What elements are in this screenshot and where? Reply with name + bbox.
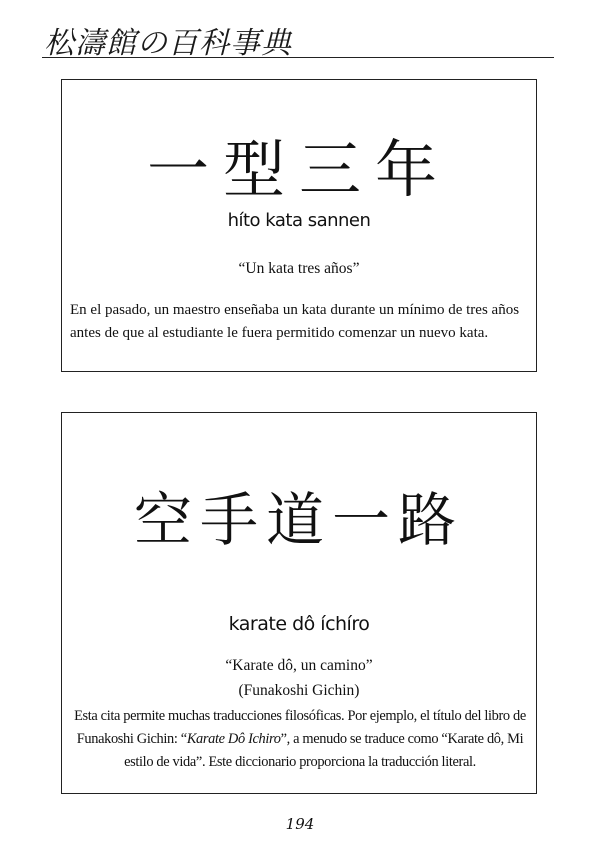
entry-romaji: karate dô íchíro xyxy=(228,613,370,635)
entry-kanji: 空手道一路 xyxy=(133,486,464,554)
entry-kanji: 一型三年 xyxy=(146,133,451,206)
entry-romaji: híto kata sannen xyxy=(227,210,371,231)
header-title: 松濤館の百科事典 xyxy=(44,26,292,61)
page-number: 194 xyxy=(285,815,315,833)
entry-translation: “Karate dô, un camino” xyxy=(225,657,373,674)
book-title: Karate Dô Ichiro xyxy=(186,731,281,747)
entry-author: (Funakoshi Gichin) xyxy=(238,682,360,699)
entry-description xyxy=(65,705,535,774)
entry-translation: “Un kata tres años” xyxy=(238,260,360,277)
description-text: Esta cita permite muchas traducciones filosóficas. Por ejemplo, el título del libro de Funakoshi Gichin: “ xyxy=(74,708,526,747)
entry-box-hito-kata-sannen xyxy=(61,79,537,372)
entry-description: En el pasado, un maestro enseñaba un kata durante un mínimo de tres años antes de que al estudiante le fuera permitido comenzar un nuevo kata. xyxy=(70,302,520,341)
header-rule xyxy=(42,57,554,58)
entry-box-karate-do-ichiro xyxy=(61,412,537,794)
description-text: ”, a menudo se traduce como “Karate dô, Mi estilo de vida”. Este diccionario proporciona la traducción literal. xyxy=(124,731,524,770)
